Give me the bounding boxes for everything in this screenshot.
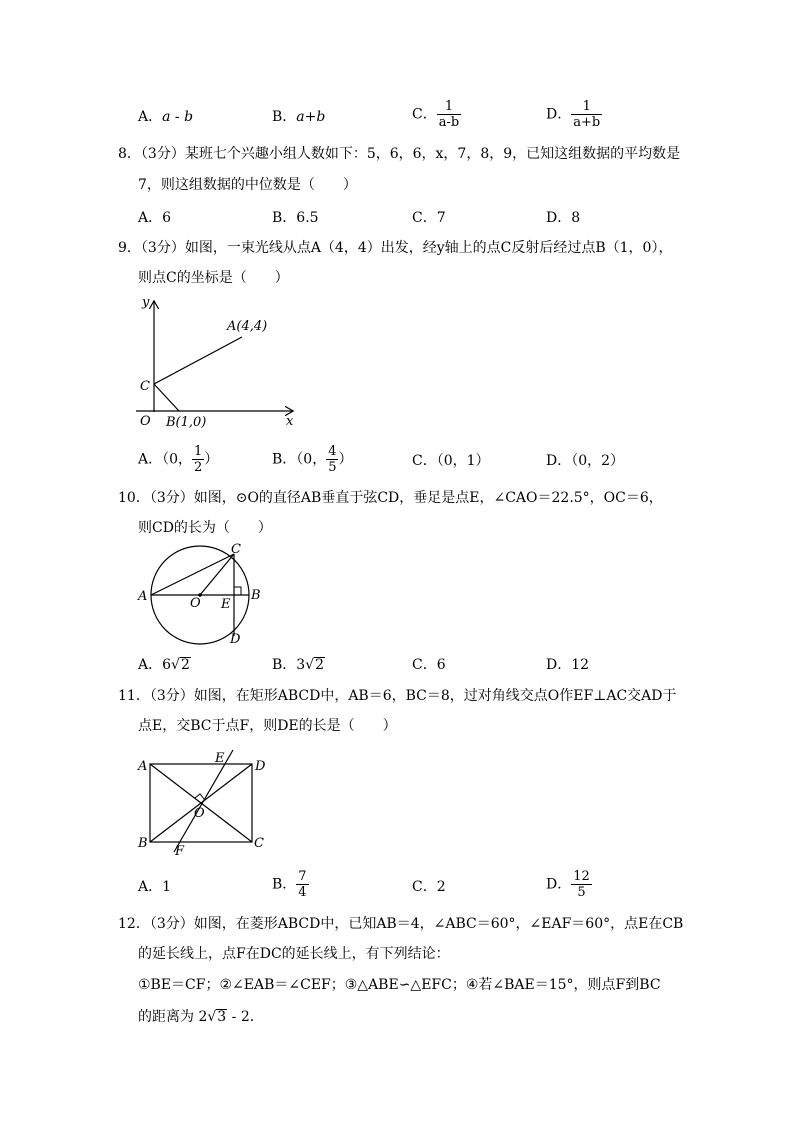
point-b-label: B: [251, 588, 261, 603]
q11-option-b: B． $\frac{7}{4}$: [272, 869, 307, 900]
q11-option-d: D． $\frac{12}{5}$: [546, 869, 590, 900]
point-c-label: C: [231, 542, 241, 557]
point-o-label: O: [190, 596, 201, 611]
q8-option-b: B．6.5: [272, 210, 319, 226]
q8-option-c: C．7: [412, 210, 446, 226]
q9-figure: [132, 292, 302, 432]
q12-stem-line2: 的延长线上，点F在DC的延长线上，有下列结论：: [138, 946, 450, 962]
q12-stem-line4: 的距离为 2√3 - 2．: [138, 1009, 264, 1025]
point-c-label: C: [140, 379, 150, 394]
q11-option-c: C．2: [412, 879, 446, 895]
q10-option-c: C．6: [412, 657, 446, 673]
q10-option-a: A．6√2: [138, 657, 190, 673]
point-a-label: A: [138, 759, 148, 774]
q9-stem-line2: 则点C的坐标是（ ）: [138, 270, 289, 286]
point-b-label: B(1,0): [166, 415, 207, 430]
q9-option-c: C．（0，1）: [412, 453, 490, 469]
segment-oc: [200, 554, 234, 595]
point-b-label: B: [138, 836, 148, 851]
q9-option-b: B．（0， $\frac{4}{5}$ ）: [272, 444, 353, 475]
q9-option-d: D．（0，2）: [546, 453, 625, 469]
q12-stem-line1: 12．（3分）如图，在菱形ABCD中，已知AB＝4，∠ABC＝60°，∠EAF＝60°，点E在CB: [118, 916, 684, 932]
y-axis-label: y: [142, 295, 150, 310]
ray-ca: [154, 337, 242, 384]
q7-option-b: B．a+b: [272, 109, 326, 125]
point-d-label: D: [230, 632, 241, 647]
q10-figure: [134, 540, 274, 648]
q11-option-a: A．1: [138, 879, 172, 895]
point-e-label: E: [221, 597, 231, 612]
q11-figure: [134, 744, 274, 858]
point-e-label: E: [215, 751, 225, 766]
point-a-label: A: [138, 589, 148, 604]
q8-stem-line2: 7，则这组数据的中位数是（ ）: [138, 177, 357, 193]
point-c-label: C: [254, 836, 264, 851]
q8-option-a: A．6: [138, 210, 172, 226]
q10-option-b: B．3√2: [272, 657, 325, 673]
ray-cb: [154, 384, 179, 411]
point-o-label: O: [194, 806, 205, 821]
q9-stem-line1: 9．（3分）如图，一束光线从点A（4，4）出发，经y轴上的点C反射后经过点B（1，0），: [118, 240, 673, 256]
right-angle-mark: [195, 794, 204, 799]
right-angle-mark: [234, 587, 241, 595]
origin-label: O: [140, 414, 151, 429]
q7-option-d: D． $\frac{1}{a+b}$: [546, 99, 601, 130]
q11-stem-line1: 11．（3分）如图，在矩形ABCD中，AB＝6，BC＝8，过对角线交点O作EF⊥AC交AD于: [118, 688, 677, 704]
point-f-label: F: [175, 844, 185, 858]
q10-stem-line1: 10．（3分）如图，⊙O的直径AB垂直于弦CD，垂足是点E，∠CAO＝22.5°，OC＝6，: [118, 490, 663, 506]
point-d-label: D: [255, 759, 266, 774]
q10-option-d: D．12: [546, 657, 590, 673]
q10-stem-line2: 则CD的长为（ ）: [138, 520, 272, 536]
x-axis-label: x: [286, 414, 294, 429]
q7-option-a: A．a - b: [138, 109, 194, 125]
q7-option-c: C． $\frac{1}{a-b}$: [412, 99, 460, 130]
q9-option-a: A．（0， $\frac{1}{2}$ ）: [138, 444, 219, 475]
q8-stem-line1: 8．（3分）某班七个兴趣小组人数如下：5，6，6，x，7，8，9，已知这组数据的平均数是: [118, 146, 681, 162]
point-a-label: A(4,4): [227, 319, 268, 334]
q11-stem-line2: 点E，交BC于点F，则DE的长是（ ）: [138, 718, 397, 734]
q8-option-d: D．8: [546, 210, 581, 226]
q12-stem-line3: ①BE＝CF；②∠EAB＝∠CEF；③△ABE∽△EFC；④若∠BAE＝15°，则点F到BC: [138, 977, 661, 993]
segment-ac: [151, 554, 234, 595]
